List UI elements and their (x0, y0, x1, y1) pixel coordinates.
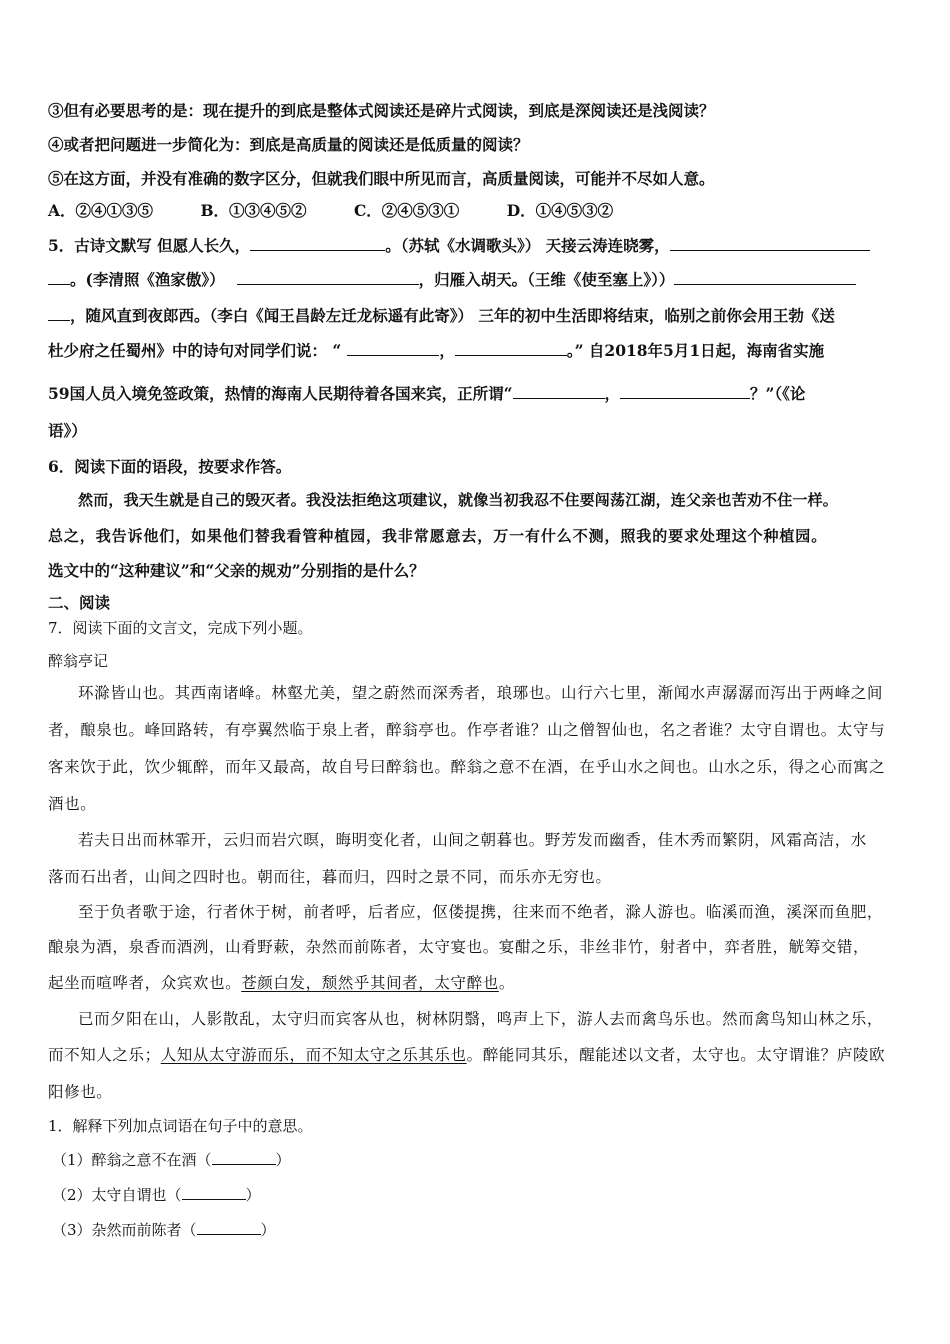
article-line: 者，酿泉也。峰回路转，有亭翼然临于泉上者，醉翁亭也。作亭者谁？山之僧智仙也，名之者谁？太守自谓也。太守与 (48, 721, 886, 739)
sub-item-text: ） (275, 1151, 291, 1169)
answer-blank[interactable] (212, 1150, 276, 1165)
q5-text: 杜少府之任蜀州》中的诗句对同学们说： “ (48, 341, 342, 360)
q6-question: 选文中的“这种建议”和“父亲的规劝”分别指的是什么？ (48, 561, 425, 580)
sub-item (52, 1184, 261, 1206)
q5-line-5 (48, 383, 805, 405)
sentence-4: ④或者把问题进一步简化为：到底是高质量的阅读还是低质量的阅读？ (48, 135, 529, 154)
q6-passage-p1: 然而，我天生就是自己的毁灭者。我没法拒绝这项建议，就像当初我忍不住要闯荡江湖，连父亲也苦劝不住一样。 (78, 491, 839, 509)
option-a[interactable]: A．②④①③⑤ (48, 201, 154, 220)
underlined-sentence: 人知从太守游而乐，而不知太守之乐其乐也 (160, 1046, 467, 1064)
article-text: 。醉能同其乐，醒能述以文者，太守也。太守谓谁？庐陵欧 (466, 1046, 886, 1064)
section-title: 二、阅读 (48, 593, 111, 612)
article-line: 客来饮于此，饮少辄醉，而年又最高，故自号曰醉翁也。醉翁之意不在酒，在乎山水之间也。山水之乐，得之心而寓之 (48, 758, 886, 776)
sub-item (52, 1219, 276, 1241)
sub-item-text: ） (260, 1221, 276, 1239)
sub-item-text: （2）太守自谓也（ (52, 1186, 182, 1204)
answer-blank[interactable] (455, 341, 567, 356)
q7-title: 7．阅读下面的文言文，完成下列小题。 (48, 619, 313, 637)
article-line (48, 972, 515, 994)
q5-text: 59国人员入境免签政策，热情的海南人民期待着各国来宾，正所谓“ (48, 384, 513, 403)
answer-blank[interactable] (513, 384, 605, 399)
answer-blank[interactable] (670, 236, 870, 251)
q5-line-4 (48, 340, 824, 362)
article-line: 若夫日出而林霏开，云归而岩穴暝，晦明变化者，山间之朝暮也。野芳发而幽香，佳木秀而繁阴，风霜高洁，水 (78, 831, 867, 849)
article-text: 而不知人之乐； (48, 1046, 161, 1064)
answer-blank[interactable] (674, 270, 856, 285)
sub-question-title: 1．解释下列加点词语在句子中的意思。 (48, 1117, 313, 1135)
article-title: 醉翁亭记 (48, 652, 109, 670)
option-d[interactable]: D．①④⑤③② (506, 201, 614, 220)
underlined-sentence: 苍颜白发，颓然乎其间者，太守醉也 (241, 974, 499, 992)
answer-blank[interactable] (48, 306, 70, 321)
answer-blank[interactable] (347, 341, 439, 356)
q5-line-3 (48, 305, 835, 327)
q5-text: ， (604, 384, 621, 403)
sentence-3: ③但有必要思考的是：现在提升的到底是整体式阅读还是碎片式阅读，到底是深阅读还是浅阅读？ (48, 101, 715, 120)
article-line: 酒也。 (48, 795, 97, 813)
q5-line-1 (48, 235, 870, 257)
q5-text: ，随风直到夜郎西。（李白《闻王昌龄左迁龙标遥有此寄》） 三年的初中生活即将结束，临别之前你会用王勃《送 (70, 306, 835, 325)
article-text: 。 (498, 974, 515, 992)
q6-passage-p2: 总之，我告诉他们，如果他们替我看管种植园，我非常愿意去，万一有什么不测，照我的要求处理这个种植园。 (48, 527, 828, 545)
q5-text: 5．古诗文默写 但愿人长久， (48, 236, 251, 255)
answer-blank[interactable] (182, 1185, 246, 1200)
q5-text: 。（苏轼《水调歌头》） 天接云涛连晓雾， (385, 236, 670, 255)
q5-text: ，归雁入胡天。（王维《使至塞上》）） (418, 270, 675, 289)
q5-text: 。(李清照《渔家傲》） (70, 270, 225, 289)
article-line: 已而夕阳在山，人影散乱，太守归而宾客从也，树林阴翳，鸣声上下，游人去而禽鸟乐也。然而禽鸟知山林之乐， (78, 1010, 884, 1028)
answer-blank[interactable] (250, 236, 385, 251)
answer-blank[interactable] (237, 270, 419, 285)
sub-item-text: （3）杂然而前陈者（ (52, 1221, 197, 1239)
answer-blank[interactable] (620, 384, 750, 399)
answer-options (48, 200, 613, 222)
q6-title: 6．阅读下面的语段，按要求作答。 (48, 457, 292, 476)
q5-text: ， (439, 341, 455, 360)
answer-blank[interactable] (48, 270, 70, 285)
article-line: 酿泉为酒，泉香而酒洌，山肴野蔌，杂然而前陈者，太守宴也。宴酣之乐，非丝非竹，射者中，弈者胜，觥筹交错， (48, 938, 870, 956)
option-c[interactable]: C．②④⑤③① (353, 201, 460, 220)
option-b[interactable]: B．①③④⑤② (200, 201, 307, 220)
article-line: 落而石出者，山间之四时也。朝而往，暮而归，四时之景不同，而乐亦无穷也。 (48, 868, 612, 886)
q5-text: 。” 自2018年5月1日起，海南省实施 (566, 341, 825, 360)
sub-item (52, 1149, 291, 1171)
sub-item-text: ） (245, 1186, 261, 1204)
article-line (48, 1044, 885, 1066)
sentence-5: ⑤在这方面，并没有准确的数字区分，但就我们眼中所见而言，高质量阅读，可能并不尽如人意。 (48, 169, 715, 188)
q5-line-6: 语》） (48, 421, 87, 440)
q5-line-2 (48, 269, 856, 291)
answer-blank[interactable] (197, 1220, 261, 1235)
article-line: 环滁皆山也。其西南诸峰。林壑尤美，望之蔚然而深秀者，琅琊也。山行六七里，渐闻水声潺潺而泻出于两峰之间 (78, 684, 884, 702)
article-line: 至于负者歌于途，行者休于树，前者呼，后者应，伛偻提携，往来而不绝者，滁人游也。临溪而渔，溪深而鱼肥， (78, 903, 884, 921)
q5-text: ？”（《论 (750, 384, 806, 403)
article-line: 阳修也。 (48, 1083, 113, 1101)
sub-item-text: （1）醉翁之意不在酒（ (52, 1151, 212, 1169)
article-text: 起坐而喧哗者，众宾欢也。 (48, 974, 242, 992)
